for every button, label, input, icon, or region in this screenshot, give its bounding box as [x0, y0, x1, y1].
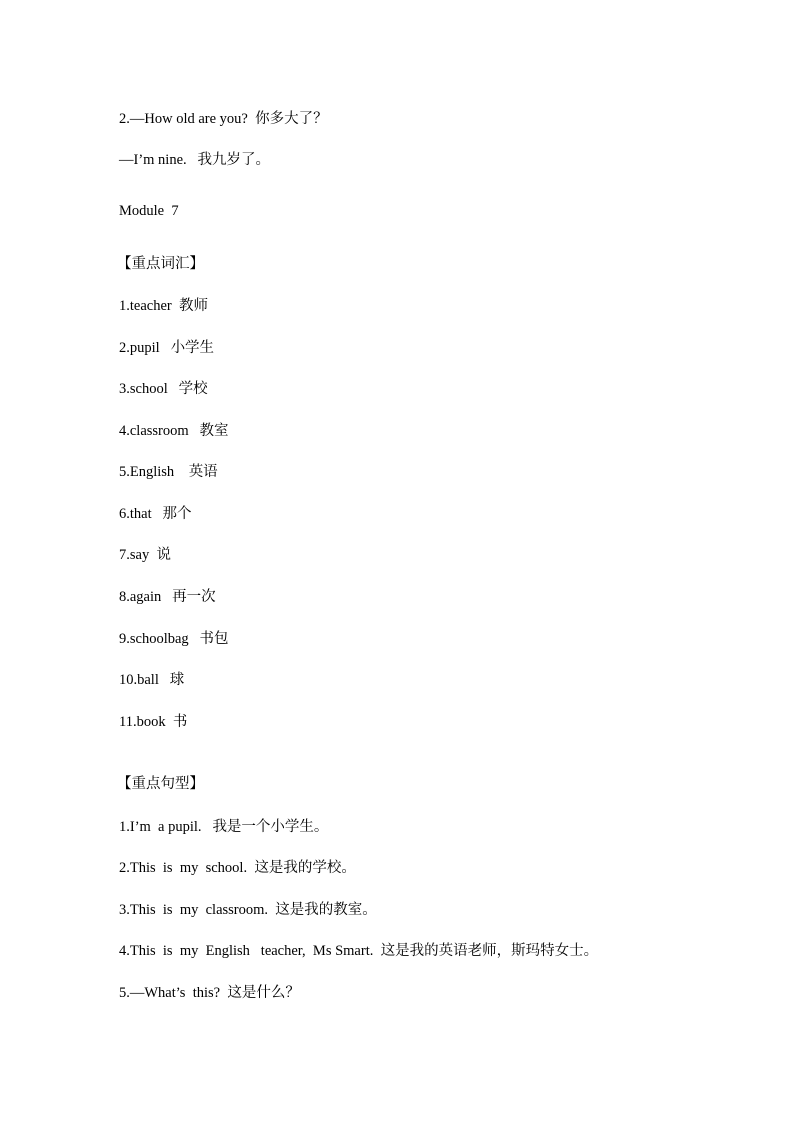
vocabulary-item — [119, 712, 187, 732]
english-text: 1.I’m a pupil. — [119, 819, 213, 835]
chinese-text: 【重点词汇】 — [117, 256, 204, 272]
chinese-text: 书包 — [199, 631, 229, 647]
chinese-text: 【重点句型】 — [117, 776, 204, 792]
english-text: 2.pupil — [119, 340, 171, 356]
english-text: 4.This is my English teacher, Ms Smart. — [119, 943, 381, 959]
section-heading-vocabulary — [117, 254, 204, 274]
english-text: 9.schoolbag — [119, 631, 200, 647]
sentence-item — [119, 817, 328, 837]
english-text: 8.again — [119, 589, 173, 605]
dialogue-line-answer — [119, 150, 270, 170]
chinese-text: 教师 — [178, 298, 208, 314]
chinese-text: 学校 — [178, 381, 208, 397]
chinese-text: 这是我的教室。 — [275, 902, 377, 918]
english-text: 5.—What’s this? — [119, 985, 228, 1001]
chinese-text: 书 — [172, 714, 188, 730]
english-text: Module 7 — [119, 203, 179, 219]
english-text: 11.book — [119, 714, 173, 730]
vocabulary-item — [119, 504, 192, 524]
vocabulary-item — [119, 629, 229, 649]
sentence-item — [119, 858, 356, 878]
english-text: 2.—How old are you? — [119, 111, 256, 127]
chinese-text: 球 — [169, 672, 185, 688]
chinese-text: 这是什么？ — [227, 985, 300, 1001]
vocabulary-item — [119, 421, 229, 441]
english-text: 2.This is my school. — [119, 860, 255, 876]
chinese-text: 教室 — [199, 423, 229, 439]
english-text: 4.classroom — [119, 423, 200, 439]
english-text: 6.that — [119, 506, 163, 522]
chinese-text: 再一次 — [172, 589, 216, 605]
sentence-item — [119, 941, 598, 961]
chinese-text: 我是一个小学生。 — [212, 819, 329, 835]
module-heading — [119, 201, 179, 221]
vocabulary-item — [119, 545, 171, 565]
vocabulary-item — [119, 462, 218, 482]
vocabulary-item — [119, 379, 208, 399]
vocabulary-item — [119, 670, 184, 690]
vocabulary-item — [119, 296, 208, 316]
vocabulary-item — [119, 338, 214, 358]
english-text: 10.ball — [119, 672, 170, 688]
chinese-text: 英语 — [188, 464, 218, 480]
english-text: —I’m nine. — [119, 152, 198, 168]
chinese-text: 我九岁了。 — [197, 152, 271, 168]
section-heading-sentences — [117, 774, 204, 794]
english-text: 3.This is my classroom. — [119, 902, 276, 918]
dialogue-line-question — [119, 109, 328, 129]
chinese-text: 这是我的英语老师，斯玛特女士。 — [380, 943, 599, 959]
chinese-text: 那个 — [162, 506, 192, 522]
vocabulary-item — [119, 587, 216, 607]
english-text: 3.school — [119, 381, 179, 397]
chinese-text: 你多大了？ — [255, 111, 328, 127]
chinese-text: 说 — [156, 547, 171, 563]
chinese-text: 小学生 — [170, 340, 215, 356]
sentence-item — [119, 983, 300, 1003]
english-text: 1.teacher — [119, 298, 179, 314]
english-text: 7.say — [119, 547, 157, 563]
sentence-item — [119, 900, 377, 920]
english-text: 5.English — [119, 464, 189, 480]
chinese-text: 这是我的学校。 — [254, 860, 356, 876]
